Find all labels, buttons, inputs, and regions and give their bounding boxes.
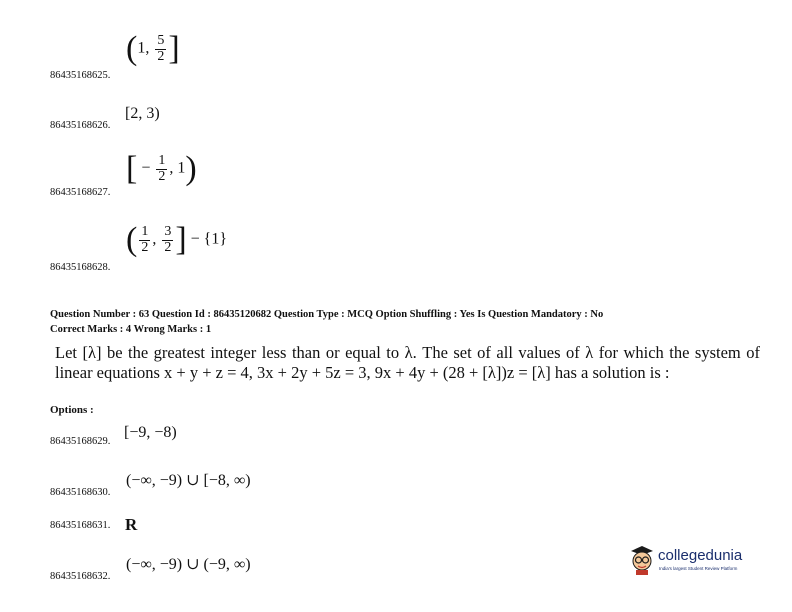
options-label: Options : [50,404,94,416]
option-id: 86435168631. [50,520,111,531]
question-meta: Question Number : 63 Question Id : 86435120682 Question Type : MCQ Option Shuffling : Yes Is Question Mandatory : No [50,309,604,320]
option-text: [−9, −8) [124,424,177,441]
question-text: Let [λ] be the greatest integer less than or equal to λ. The set of all values of λ for which the system of linear equations x + y + z = 4, 3x + 2y + 5z = 3, 9x + 4y + (28 + [λ])z = [λ] has a solution is : [55,343,760,382]
logo-name: collegedunia [658,547,743,564]
mascot-icon [628,545,656,575]
option-text: (−∞, −9) ∪ [−8, ∞) [126,472,251,489]
option-id: 86435168627. [50,187,111,198]
collegedunia-logo [628,545,753,575]
option-id: 86435168625. [50,70,111,81]
option-text: R [125,515,138,534]
logo-tagline: India's largest Student Review Platform [659,566,738,571]
option-id: 86435168632. [50,571,111,582]
option-math-2: [2, 3) [125,105,160,122]
option-id: 86435168630. [50,487,111,498]
option-math-1: (1, $\frac{5}{2}$ ] [126,30,180,67]
option-id: 86435168626. [50,120,111,131]
option-math-4: ( $\frac{1}{2}$ , $\frac{3}{2}$ ] − {1} [126,221,228,258]
option-text: (−∞, −9) ∪ (−9, ∞) [126,556,251,573]
option-id: 86435168629. [50,436,111,447]
option-id: 86435168628. [50,262,111,273]
marks-meta: Correct Marks : 4 Wrong Marks : 1 [50,324,212,335]
option-math-3: [ − $\frac{1}{2}$ , 1) [126,150,197,187]
